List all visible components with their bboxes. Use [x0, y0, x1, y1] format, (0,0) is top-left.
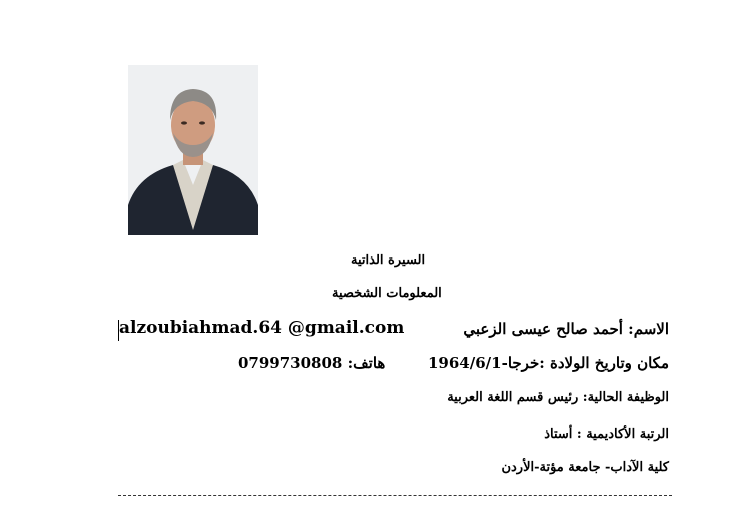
- college-info: كلية الآداب- جامعة مؤتة-الأردن: [501, 460, 669, 475]
- page-title: السيرة الذاتية: [351, 253, 426, 268]
- academic-rank: الرتبة الأكاديمية : أستاذ: [544, 427, 669, 442]
- section-title: المعلومات الشخصية: [332, 286, 442, 301]
- email-text: alzoubiahmad.64 @gmail.com: [119, 318, 405, 338]
- portrait-image: [128, 65, 258, 235]
- birth-info: مكان وتاريخ الولادة :خرجا-1964/6/1: [428, 354, 669, 372]
- dashed-divider: [118, 495, 672, 496]
- profile-photo: [128, 65, 258, 235]
- phone-info: هاتف: 0799730808: [238, 354, 386, 372]
- name-field: الاسم: أحمد صالح عيسى الزعبي: [463, 320, 669, 338]
- current-job: الوظيفة الحالية: رئيس قسم اللغة العربية: [447, 390, 669, 405]
